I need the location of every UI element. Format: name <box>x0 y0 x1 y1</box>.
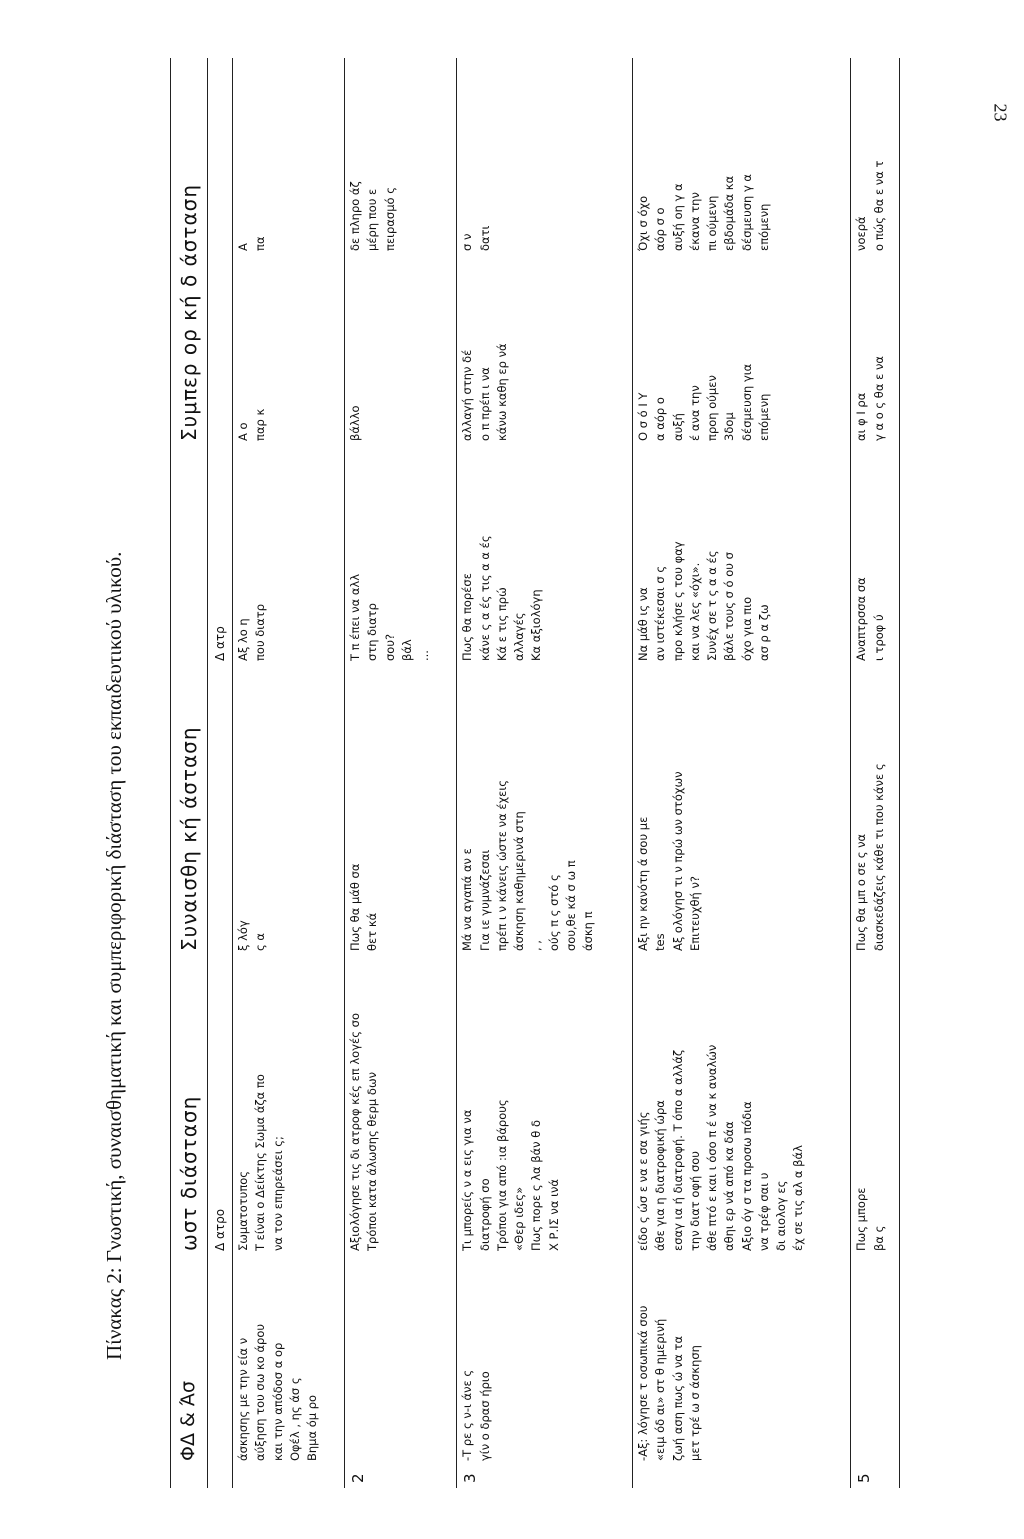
cell-line: αυξή <box>670 413 685 441</box>
cell-line: πι ούμενη <box>705 195 720 251</box>
cell-line: Τ π έπει να αλλ <box>348 573 363 661</box>
table-cell <box>345 956 457 1256</box>
cell-line: 3δομ <box>722 412 737 441</box>
table-row <box>633 58 851 1488</box>
cell-line: άθε για η διατροφική ώρα <box>653 1100 668 1251</box>
cell-line: δατι <box>477 225 492 251</box>
header-col3: Συναισθη κή άσταση <box>171 446 208 956</box>
cell-line: Πως πορε ς λα βάν θ δ <box>529 1120 544 1251</box>
subheader-col2: Δ ατρο <box>208 956 233 1256</box>
cell-line: πα <box>253 236 268 251</box>
cell-line: Αξιο όγ σ τα προσω πόδια <box>739 1101 754 1251</box>
cell-line: κάνω καθη ερ νά <box>494 343 509 441</box>
cell-line: Πως θα πορέσε <box>460 573 475 661</box>
cell-line: αν ιστέκεσαι σ ς <box>653 565 668 661</box>
cell-line: στη διατρ <box>365 603 380 661</box>
cell-line: ξ λόγ <box>236 920 250 951</box>
cell-line: αθηι ερ νά από κα δάα <box>722 1121 737 1251</box>
cell-line: έκανα την <box>687 192 702 251</box>
cell-line: πειρασμό ς <box>382 187 397 251</box>
table-cell <box>851 58 900 256</box>
cell-line: «ειμ όδ αι» στ θ ημερινή <box>653 1318 668 1461</box>
cell-line: Αξ λο η <box>236 618 250 661</box>
cell-line: όχο για πιο <box>739 596 754 661</box>
subheader-row <box>208 58 233 1488</box>
table-cell <box>233 1256 345 1466</box>
cell-line: Α ο <box>236 422 250 441</box>
table-cell <box>345 58 457 256</box>
cell-line: βάλ <box>399 639 414 661</box>
cell-line: άθε πτό ε και ι όσο π έ να κ αναλών <box>705 1044 720 1251</box>
cell-line: είδο ς ώσ ε να ε σα γιής <box>636 1111 651 1251</box>
cell-line: δέσμευση γ α <box>739 173 754 251</box>
cell-line: ούς π ς στό ς <box>546 874 561 951</box>
cell-line: εβδομάδα κα <box>722 175 737 251</box>
header-col4: Συμπερ ορ κή δ άσταση <box>171 58 208 446</box>
cell-line: Αξι ην κανότη ά σου με <box>636 816 651 951</box>
table-cell <box>851 1256 900 1466</box>
table-cell <box>457 1256 633 1466</box>
cell-line: προη ούμεν <box>705 375 720 441</box>
table-cell <box>851 666 900 956</box>
cell-line: Τ είναι ο Δείκτης Σωμα άζα πο <box>253 1074 268 1251</box>
cell-line: , , <box>529 940 544 951</box>
cell-line: Σωματοτυπος <box>236 1170 250 1251</box>
table-cell <box>457 446 633 666</box>
table-cell <box>633 956 851 1256</box>
cell-line: κάνε ς α ές τις α α ές <box>477 535 492 661</box>
cell-line: Να μάθ ις να <box>636 587 651 661</box>
cell-line: βάλε τους σ ό ου σ <box>722 552 737 661</box>
cell-line: Μά να αγαπά αν ε <box>460 848 475 951</box>
cell-line: Κά ε τις πρώ <box>494 587 509 661</box>
table-cell <box>633 256 851 446</box>
table-cell <box>233 256 345 446</box>
row-number <box>233 1466 345 1488</box>
cell-line: Τρόποι κατα άλωσης θερμ δων <box>365 1072 380 1251</box>
cell-line: δέσμευση για <box>739 363 754 441</box>
cell-line: Πως μπορε <box>854 1187 869 1251</box>
cell-line: μέρη που ε <box>365 188 380 251</box>
table-row <box>345 58 457 1488</box>
cell-line: βα ς <box>871 1225 886 1251</box>
cell-line: αλλαγές <box>512 612 527 661</box>
table-cell <box>633 446 851 666</box>
cell-line: Βημα όμ ρο <box>305 1394 319 1461</box>
table-cell <box>345 256 457 446</box>
cell-line: Συνέχ σε τ ς α α ές <box>705 550 720 661</box>
cell-line: Πως θα μπ ο σε ς να <box>854 833 869 951</box>
cell-line: δι αιολογ ες <box>774 1180 789 1251</box>
cell-line: Τι μπορείς ν α εις για να <box>460 1109 475 1251</box>
table-body <box>233 58 900 1488</box>
behavior-dimensions-table <box>170 58 900 1488</box>
cell-line: tes <box>653 933 668 951</box>
row-number: 3 <box>457 1466 633 1488</box>
cell-line: Επιτευχθή ν? <box>687 875 702 951</box>
table-cell <box>457 58 633 256</box>
cell-line: γίν ο δρασ ήριο <box>477 1371 492 1461</box>
cell-line: Όχι σ όχο <box>636 195 651 251</box>
cell-line: «Θερ ιδες» <box>512 1186 527 1251</box>
cell-line: Ο σ ό Ι Υ <box>636 392 651 441</box>
cell-line: ς α <box>253 933 268 951</box>
cell-line: Χ Ρ.ΙΣ να ινά <box>546 1179 561 1251</box>
table-cell <box>633 58 851 256</box>
table-cell <box>345 446 457 666</box>
table-cell <box>851 256 900 446</box>
cell-line: αλλαγή στην δέ <box>460 349 475 441</box>
row-number: 2 <box>345 1466 457 1488</box>
table-cell <box>457 256 633 446</box>
cell-line: ο πώς θα ε να τ <box>871 160 886 251</box>
header-col1: ΦΔ & Άσ <box>171 1256 208 1466</box>
subheader-col3: Δ ατρ <box>208 446 233 666</box>
cell-line: -Αξ: λόγησε τ οσωπικά σου <box>636 1305 651 1461</box>
table-row <box>457 58 633 1488</box>
cell-line: και την απόδοσ α ορ <box>270 1342 285 1461</box>
cell-line: Αξ ολόγησ τι ν πρώ ων στόχων <box>670 771 685 951</box>
cell-line: αι φ Ι ρα <box>854 392 869 441</box>
cell-line: παρ κ <box>253 408 268 441</box>
table-row <box>233 58 345 1488</box>
cell-line: μετ τρέ ω σ άσκηση <box>687 1345 702 1461</box>
cell-line: έ ανα την <box>687 385 702 441</box>
cell-line: Α <box>236 243 250 251</box>
table-cell <box>233 956 345 1256</box>
cell-line: Τρόποι για από :ια βάρους <box>494 1099 509 1251</box>
cell-line: ασ ρ α ζω <box>756 604 771 661</box>
cell-line: Οφέλ , ης άσ ς <box>287 1377 302 1461</box>
cell-line: αόρ σ ο <box>653 207 668 251</box>
cell-line: σου? <box>382 633 397 661</box>
cell-line: βάλλο <box>348 405 363 441</box>
cell-line: νοερά <box>854 216 869 251</box>
cell-line: Πως θα μάθ σα <box>348 863 363 951</box>
cell-line: να τρέφ σαι υ <box>756 1172 771 1251</box>
cell-line: ... <box>417 650 432 661</box>
cell-line: και να λες «όχι». <box>687 562 702 661</box>
table-cell <box>851 956 900 1256</box>
cell-line: Κα αξιολόγη <box>529 589 544 661</box>
cell-line: έχ σε τις αλ α βάλ <box>791 1145 806 1251</box>
cell-line: θετ κά <box>365 912 380 951</box>
table-cell <box>233 666 345 956</box>
cell-line: Αξιολόγησε τις δι ατροφ κές επ λογές σο <box>348 1013 363 1251</box>
table-cell <box>633 666 851 956</box>
table-cell <box>633 1256 851 1466</box>
table-cell <box>345 666 457 956</box>
cell-line: επόμενη <box>756 393 771 441</box>
header-row <box>171 58 208 1488</box>
cell-line: άσκηση καθημερινά στη <box>512 811 527 951</box>
header-num <box>171 1466 208 1488</box>
cell-line: να τον επηρεάσει ς; <box>270 1136 285 1251</box>
cell-line: επόμενη <box>756 203 771 251</box>
cell-line: -Τ ρε ς ν-ι άνε ς <box>460 1369 475 1461</box>
rotated-table-wrapper <box>170 58 900 1488</box>
cell-line: σ ν <box>460 233 475 251</box>
cell-line: άσκησης με την εία ν <box>236 1337 250 1461</box>
table-cell <box>233 58 345 256</box>
page-number: 23 <box>990 103 1011 122</box>
table-row <box>851 58 900 1488</box>
table-cell <box>851 446 900 666</box>
cell-line: την διατ οφή σου <box>687 1151 702 1251</box>
cell-line: α αόρ ο <box>653 397 668 441</box>
cell-line: αυξή οη γ α <box>670 183 685 251</box>
cell-line: Αναπτρσσα σα <box>854 577 869 661</box>
table-cell <box>233 446 345 666</box>
row-number <box>633 1466 851 1488</box>
table-cell <box>345 1256 457 1466</box>
cell-line: προ κλήσε ς του φαγ <box>670 541 685 661</box>
cell-line: που διατρ <box>253 603 268 661</box>
table-cell <box>457 956 633 1256</box>
cell-line: εσαγ ια ή διατροφή. Τ όπο α αλλάζ <box>670 1049 685 1251</box>
cell-line: γ α ο ς θα ε να <box>871 356 886 441</box>
cell-line: δε πληρο άζ <box>348 181 363 251</box>
cell-line: σου,θε κά σ ω π <box>563 860 578 951</box>
header-col2: ωστ διάσταση <box>171 956 208 1256</box>
cell-line: ι τροφ ύ <box>871 614 886 661</box>
table-cell <box>457 666 633 956</box>
cell-line: διατροφή σο <box>477 1178 492 1251</box>
cell-line: διασκεδάζεις κάθε τι που κάνε ς <box>871 763 886 951</box>
cell-line: Για ιε γυμνάζεσαι <box>477 849 492 951</box>
cell-line: άσκη π <box>581 911 596 951</box>
cell-line: ο π πρέπ ι να <box>477 367 492 441</box>
cell-line: αύξηση του σω κο άρου <box>253 1323 268 1461</box>
row-number: 5 <box>851 1466 900 1488</box>
table-caption: Πίνακας 2: Γνωστική, συναισθηματική και συμπεριφορική διάσταση του εκπαιδευτικού υλικού. <box>102 551 126 1360</box>
cell-line: πρέπ ι ν κάνεις ώστε να έχεις <box>494 779 509 951</box>
cell-line: ζωή αση πως ώ να τα <box>670 1335 685 1461</box>
